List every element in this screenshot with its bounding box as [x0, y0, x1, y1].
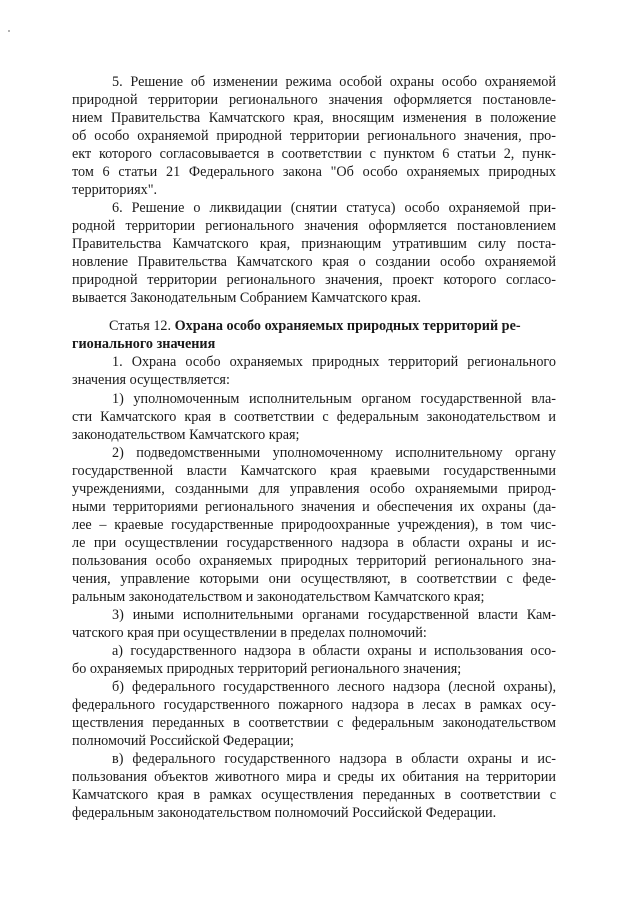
- text-line: вывается Законодательным Собранием Камчатского края.: [72, 290, 422, 306]
- scan-speck: [8, 30, 10, 32]
- text-line: нием Правительства Камчатского края, вносящим изменения в положение: [72, 110, 556, 126]
- text-line: 2) подведомственными уполномоченному исполнительному органу: [112, 445, 556, 461]
- text-line: ект которого согласовывается в соответствии с пунктом 6 статьи 2, пунк-: [72, 146, 556, 162]
- text-line: ле при осуществлении государственного надзора в области охраны и ис-: [72, 535, 556, 551]
- text-line: федерального государственного пожарного надзора в лесах в рамках осу-: [72, 697, 556, 713]
- article-title: Охрана особо охраняемых природных территорий ре-: [174, 318, 521, 334]
- text-line: сти Камчатского края в соответствии с федеральным законодательством и: [72, 409, 556, 425]
- text-line: лее – краевые государственные природоохранные учреждения), в том чис-: [72, 517, 556, 533]
- article-heading-line: [109, 318, 521, 335]
- text-line: учреждениями, созданными для управления особо охраняемыми природ-: [72, 481, 556, 497]
- text-line: полномочий Российской Федерации;: [72, 733, 294, 749]
- text-line: Правительства Камчатского края, признающим утратившим силу поста-: [72, 236, 556, 252]
- text-line: новление Правительства Камчатского края о создании особо охраняемой: [72, 254, 556, 270]
- text-line: Камчатского края в рамках осуществления переданных в соответствии с: [72, 787, 556, 803]
- text-line: ральным законодательством и законодательством Камчатского края;: [72, 589, 485, 605]
- text-line: государственной власти Камчатского края краевыми государственными: [72, 463, 556, 479]
- text-line: ществления переданных в соответствии с федеральным законодательством: [72, 715, 556, 731]
- text-line: федеральным законодательством полномочий Российской Федерации.: [72, 805, 497, 821]
- text-line: пользования объектов животного мира и среды их обитания на территории: [72, 769, 556, 785]
- text-line: 5. Решение об изменении режима особой охраны особо охраняемой: [112, 74, 556, 90]
- text-line: значения осуществляется:: [72, 372, 230, 388]
- text-line: территориях".: [72, 182, 158, 198]
- text-line: родной территории регионального значения оформляется постановлением: [72, 218, 556, 234]
- text-line: чатского края при осуществлении в пределах полномочий:: [72, 625, 427, 641]
- text-line: 6. Решение о ликвидации (снятии статуса) особо охраняемой при-: [112, 200, 556, 216]
- text-line: а) государственного надзора в области охраны и использования осо-: [112, 643, 556, 659]
- text-line: ными территориями регионального значения и обеспечения их охраны (да-: [72, 499, 556, 515]
- text-line: 1) уполномоченным исполнительным органом государственной вла-: [112, 391, 556, 407]
- text-line: природной территории регионального значения оформляется постановле-: [72, 92, 556, 108]
- article-label: Статья 12.: [109, 318, 172, 334]
- text-line: том 6 статьи 21 Федерального закона "Об особо охраняемых природных: [72, 164, 556, 180]
- text-line: об особо охраняемой природной территории регионального значения, про-: [72, 128, 556, 144]
- text-line: 3) иными исполнительными органами государственной власти Кам-: [112, 607, 556, 623]
- text-line: пользования особо охраняемых природных территорий регионального зна-: [72, 553, 556, 569]
- text-line: природной территории регионального значения, проект которого согласо-: [72, 272, 556, 288]
- text-line: законодательством Камчатского края;: [72, 427, 300, 443]
- text-line: бо охраняемых природных территорий регионального значения;: [72, 661, 462, 677]
- article-title-continued: гионального значения: [72, 336, 216, 352]
- text-line: в) федерального государственного надзора в области охраны и ис-: [112, 751, 556, 767]
- text-line: б) федерального государственного лесного надзора (лесной охраны),: [112, 679, 556, 695]
- text-line: чения, управление которыми они осуществляют, в соответствии с феде-: [72, 571, 556, 587]
- text-line: 1. Охрана особо охраняемых природных территорий регионального: [112, 354, 556, 370]
